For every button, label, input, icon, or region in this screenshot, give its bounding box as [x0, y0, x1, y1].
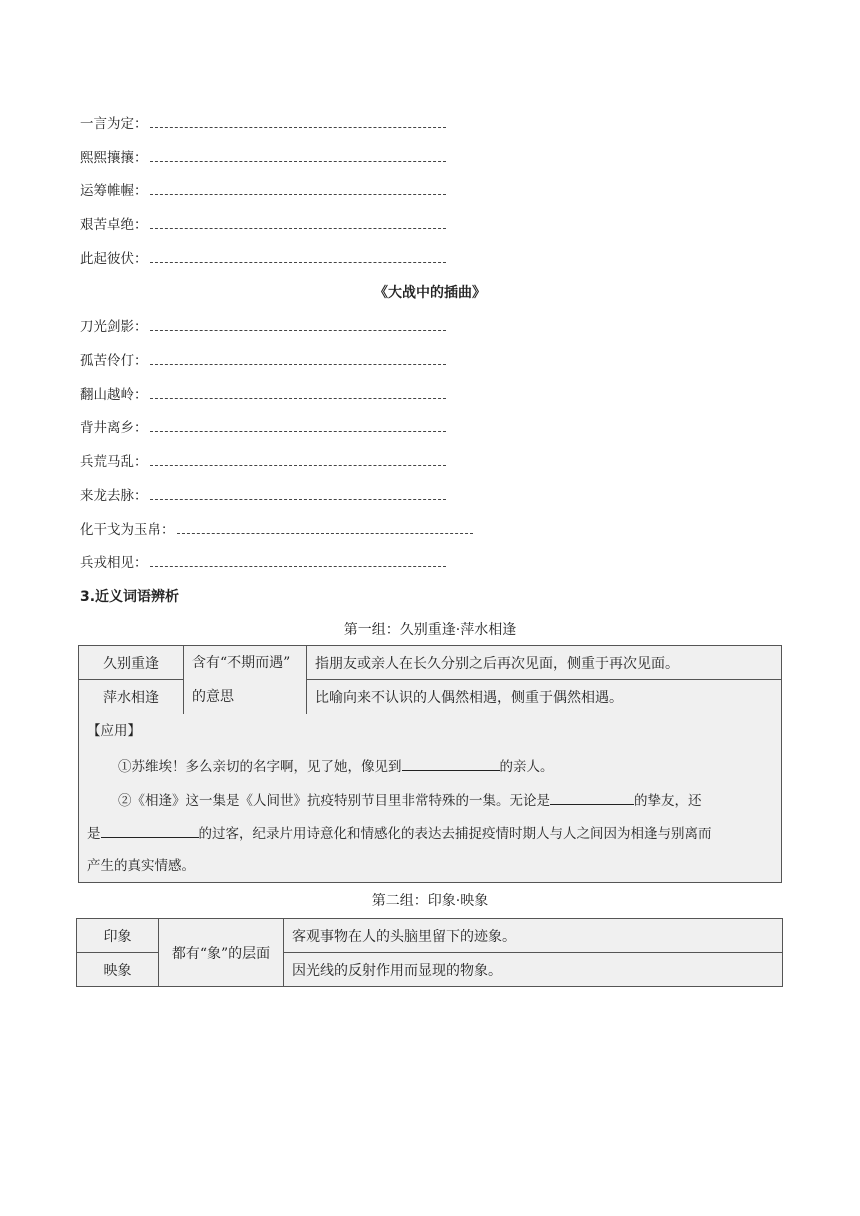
idiom-term: 艰苦卓绝：: [80, 217, 148, 233]
group1-common-line1: 含有“不期而遇”: [192, 655, 291, 671]
idiom-line: [80, 149, 446, 167]
lesson-title: 《大战中的插曲》: [374, 285, 486, 301]
apply-question-2-end: 产生的真实情感。: [87, 858, 195, 874]
idiom-term: 来龙去脉：: [80, 488, 148, 504]
idiom-line: [80, 419, 446, 437]
q2-blank-1[interactable]: [550, 791, 634, 805]
group2-word1: 印象: [77, 919, 159, 953]
apply-label: 【应用】: [87, 723, 141, 739]
idiom-term: 翻山越岭：: [80, 387, 148, 403]
idiom-term: 兵戎相见：: [80, 555, 148, 571]
apply-question-1: [118, 757, 554, 776]
q1-prefix: ①苏维埃！多么亲切的名字啊，见了她，像见到: [118, 759, 402, 775]
apply-box: [78, 714, 782, 883]
group1-common-meaning: [184, 646, 307, 715]
q2-blank-2[interactable]: [101, 824, 199, 838]
q1-suffix: 的亲人。: [499, 759, 554, 775]
idiom-term: 孤苦伶仃：: [80, 353, 148, 369]
idiom-term: 此起彼伏：: [80, 251, 148, 267]
group2-def1: 客观事物在人的头脑里留下的迹象。: [284, 919, 783, 953]
group2-table: [76, 918, 783, 987]
idiom-line: [80, 318, 446, 336]
idiom-term: 熙熙攘攘：: [80, 150, 148, 166]
answer-blank[interactable]: [150, 352, 446, 365]
group2-def2: 因光线的反射作用而显现的物象。: [284, 953, 783, 987]
q2-mid: 的挚友，还: [634, 793, 702, 809]
section-title: 3.近义词语辨析: [80, 589, 180, 605]
group1-def1: 指朋友或亲人在长久分别之后再次见面，侧重于再次见面。: [307, 646, 782, 680]
idiom-line: [80, 453, 446, 471]
group1-def2: 比喻向来不认识的人偶然相遇，侧重于偶然相遇。: [307, 680, 782, 715]
idiom-term: 刀光剑影：: [80, 319, 148, 335]
idiom-line: [80, 521, 473, 539]
group1-word1: 久别重逢: [79, 646, 184, 680]
answer-blank[interactable]: [150, 419, 446, 432]
q2-line2-suffix: 的过客，纪录片用诗意化和情感化的表达去捕捉疫情时期人与人之间因为相逢与别离而: [198, 826, 712, 842]
idiom-term: 一言为定：: [80, 116, 148, 132]
idiom-line: [80, 487, 446, 505]
idiom-line: [80, 115, 446, 133]
answer-blank[interactable]: [150, 149, 446, 162]
apply-question-2-cont: [87, 824, 712, 843]
idiom-line: [80, 554, 446, 572]
q1-blank[interactable]: [402, 757, 500, 771]
apply-question-2: [118, 791, 702, 810]
group1-word2: 萍水相逢: [79, 680, 184, 715]
idiom-term: 运筹帷幄：: [80, 183, 148, 199]
answer-blank[interactable]: [177, 521, 473, 534]
group2-common-meaning: 都有“象”的层面: [159, 919, 284, 987]
idiom-term: 兵荒马乱：: [80, 454, 148, 470]
idiom-line: [80, 386, 446, 404]
answer-blank[interactable]: [150, 216, 446, 229]
group2-word2: 映象: [77, 953, 159, 987]
idiom-line: [80, 182, 446, 200]
answer-blank[interactable]: [150, 453, 446, 466]
group1-common-line2: 的意思: [192, 689, 234, 705]
idiom-line: [80, 250, 446, 268]
answer-blank[interactable]: [150, 386, 446, 399]
idiom-term: 背井离乡：: [80, 420, 148, 436]
group1-caption: 第一组：久别重逢·萍水相逢: [343, 622, 517, 638]
answer-blank[interactable]: [150, 318, 446, 331]
idiom-line: [80, 352, 446, 370]
q2-line2-prefix: 是: [87, 826, 101, 842]
answer-blank[interactable]: [150, 487, 446, 500]
idiom-term: 化干戈为玉帛：: [80, 522, 175, 538]
answer-blank[interactable]: [150, 250, 446, 263]
group1-table: [78, 645, 782, 715]
answer-blank[interactable]: [150, 554, 446, 567]
q2-prefix: ②《相逢》这一集是《人间世》抗疫特别节目里非常特殊的一集。无论是: [118, 793, 550, 809]
idiom-line: [80, 216, 446, 234]
answer-blank[interactable]: [150, 115, 446, 128]
answer-blank[interactable]: [150, 182, 446, 195]
group2-caption: 第二组：印象·映象: [371, 893, 489, 909]
